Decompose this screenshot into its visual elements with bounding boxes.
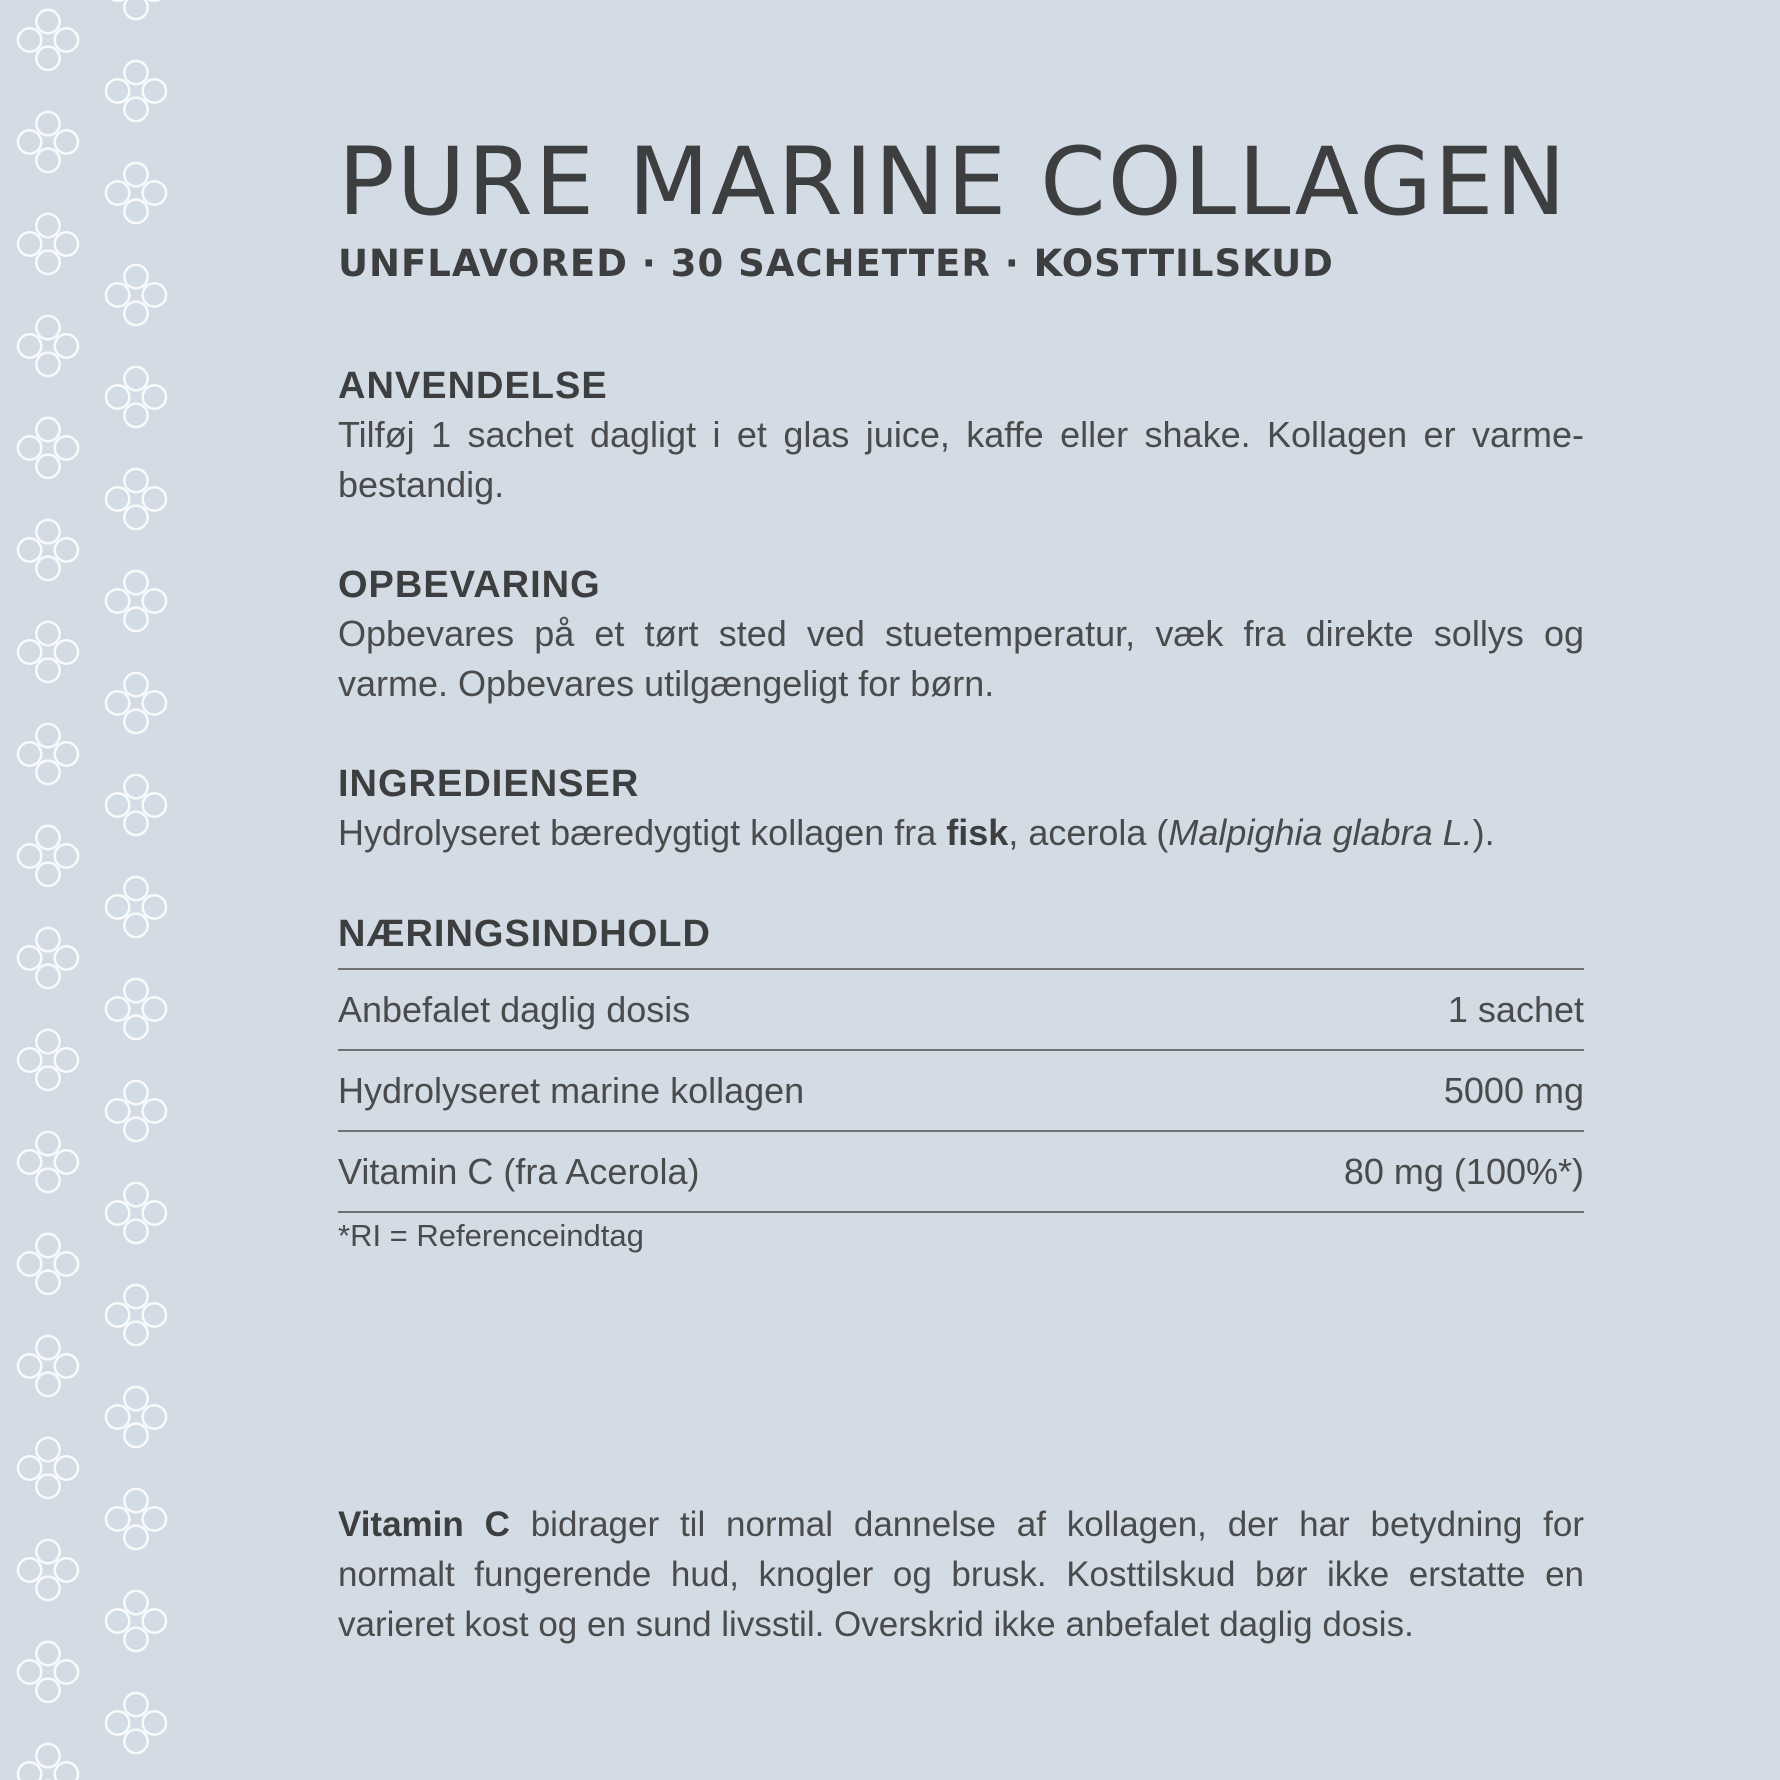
clover-motif bbox=[101, 158, 171, 228]
row-label: Vitamin C (fra Acerola) bbox=[338, 1150, 700, 1192]
clover-motif bbox=[13, 515, 83, 585]
row-value: 5000 mg bbox=[1443, 1069, 1584, 1111]
clover-motif bbox=[13, 1229, 83, 1299]
clover-motif bbox=[101, 56, 171, 126]
latin-name: Malpighia glabra L. bbox=[1168, 812, 1473, 853]
nutrition-table bbox=[338, 968, 1584, 1213]
clover-motif bbox=[13, 1331, 83, 1401]
storage-heading: OPBEVARING bbox=[338, 564, 601, 606]
table-row bbox=[338, 1051, 1584, 1132]
ingredients-section bbox=[338, 760, 1584, 858]
clover-motif bbox=[101, 1280, 171, 1350]
clover-motif bbox=[101, 566, 171, 636]
usage-text: Tilføj 1 sachet dagligt i et glas juice, kaffe eller shake. Kollagen er varme-bestandig. bbox=[338, 414, 1584, 505]
health-claim bbox=[338, 1500, 1584, 1650]
clover-motif bbox=[101, 1586, 171, 1656]
clover-motif bbox=[13, 821, 83, 891]
clover-motif bbox=[13, 1127, 83, 1197]
row-label: Anbefalet daglig dosis bbox=[338, 988, 691, 1030]
clover-motif bbox=[13, 311, 83, 381]
nutrition-heading: NÆRINGSINDHOLD bbox=[338, 913, 711, 955]
ingredients-text-after: ). bbox=[1472, 812, 1495, 853]
clover-motif bbox=[13, 1025, 83, 1095]
usage-section bbox=[338, 362, 1584, 510]
decorative-pattern bbox=[0, 0, 185, 1780]
clover-motif bbox=[101, 1178, 171, 1248]
clover-motif bbox=[101, 1484, 171, 1554]
clover-motif bbox=[13, 1637, 83, 1707]
clover-motif bbox=[101, 1688, 171, 1758]
clover-motif bbox=[101, 872, 171, 942]
clover-motif bbox=[101, 1382, 171, 1452]
clover-motif bbox=[13, 719, 83, 789]
clover-motif bbox=[101, 464, 171, 534]
clover-motif bbox=[13, 413, 83, 483]
clover-motif bbox=[13, 1535, 83, 1605]
clover-motif bbox=[13, 1739, 83, 1780]
usage-heading: ANVENDELSE bbox=[338, 365, 608, 407]
clover-motif bbox=[101, 974, 171, 1044]
clover-motif bbox=[13, 209, 83, 279]
clover-motif bbox=[13, 1433, 83, 1503]
clover-motif bbox=[13, 617, 83, 687]
ingredients-text-middle: , acerola ( bbox=[1008, 812, 1169, 853]
row-value: 1 sachet bbox=[1447, 988, 1584, 1030]
row-value: 80 mg (100%*) bbox=[1343, 1150, 1584, 1192]
row-label: Hydrolyseret marine kollagen bbox=[338, 1069, 805, 1111]
table-row bbox=[338, 970, 1584, 1051]
claim-text: bidrager til normal dannelse af kollagen, der har betydning for normalt fungerende hud, knogler og brusk. Kosttilskud bør ikke erstatte en varieret kost og en sund livsstil. Overskrid ikke anbefalet daglig dosis. bbox=[338, 1505, 1584, 1644]
ingredients-text-before: Hydrolyseret bæredygtigt kollagen fra bbox=[338, 812, 947, 853]
ri-footnote: *RI = Referenceindtag bbox=[338, 1218, 644, 1253]
storage-text: Opbevares på et tørt sted ved stuetemperatur, væk fra direkte sollys og varme. Opbevares utilgængeligt for børn. bbox=[338, 613, 1584, 704]
clover-motif bbox=[101, 362, 171, 432]
clover-motif bbox=[13, 107, 83, 177]
clover-motif bbox=[101, 260, 171, 330]
storage-section bbox=[338, 561, 1584, 709]
allergen-fisk: fisk bbox=[946, 812, 1009, 853]
clover-motif bbox=[13, 5, 83, 75]
product-title: PURE MARINE COLLAGEN bbox=[338, 128, 1568, 237]
claim-bold: Vitamin C bbox=[338, 1505, 510, 1544]
table-row bbox=[338, 1132, 1584, 1213]
clover-motif bbox=[101, 668, 171, 738]
nutrition-section bbox=[338, 910, 1584, 958]
clover-motif bbox=[13, 923, 83, 993]
clover-motif bbox=[101, 770, 171, 840]
ingredients-text bbox=[338, 808, 1584, 858]
clover-motif bbox=[101, 0, 171, 24]
product-subtitle: UNFLAVORED · 30 SACHETTER · KOSTTILSKUD bbox=[338, 242, 1334, 285]
ingredients-heading: INGREDIENSER bbox=[338, 763, 640, 805]
clover-motif bbox=[101, 1076, 171, 1146]
